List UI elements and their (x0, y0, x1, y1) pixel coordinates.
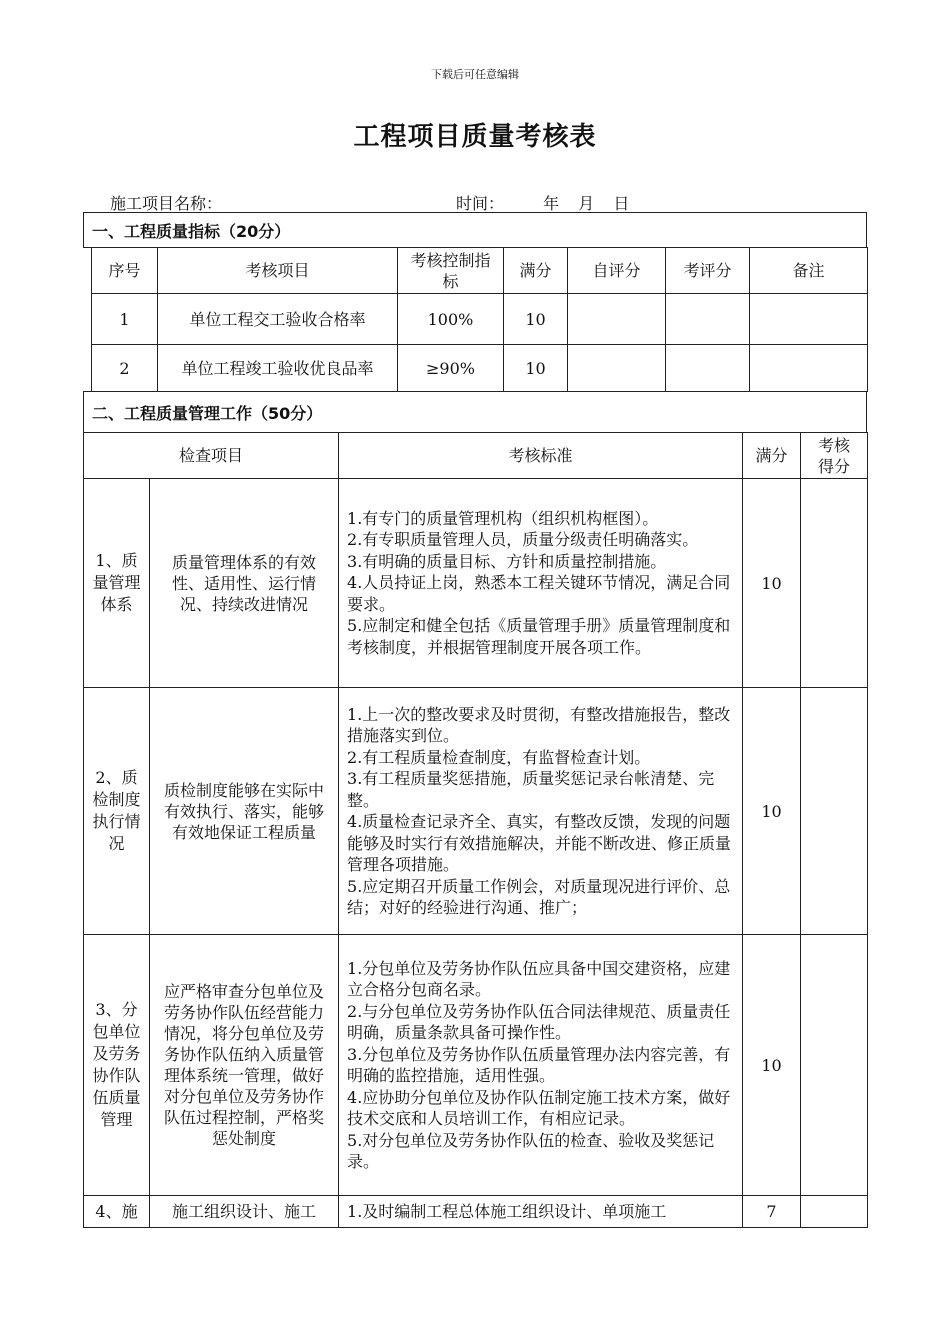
standard-item: 2.有工程质量检查制度，有监督检查计划。 (347, 747, 651, 767)
row-target: 100% (398, 294, 504, 345)
year-label: 年 (543, 194, 560, 213)
standard-item: 1.上一次的整改要求及时贯彻，有整改措施报告，整改措施落实到位。 (347, 704, 731, 745)
row-index: 2、质检制度执行情况 (84, 688, 150, 935)
table-row (84, 1196, 868, 1228)
row-remark[interactable] (750, 345, 868, 392)
standard-item: 3.有工程质量奖惩措施，质量奖惩记录台帐清楚、完整。 (347, 769, 715, 810)
time-field (456, 191, 643, 214)
quality-indicator-table (91, 247, 868, 392)
standard-item: 4.应协助分包单位及协作队伍制定施工技术方案，做好技术交底和人员培训工作，有相应记录。 (347, 1087, 731, 1128)
row-full: 10 (743, 688, 801, 935)
row-full: 10 (504, 294, 568, 345)
table-row (92, 345, 868, 392)
standard-item: 4.人员持证上岗，熟悉本工程关键环节情况，满足合同要求。 (347, 573, 731, 614)
header-item: 考核项目 (158, 248, 398, 294)
standard-item: 5.应制定和健全包括《质量管理手册》质量管理制度和考核制度，并根据管理制度开展各项工作。 (347, 616, 731, 657)
row-remark[interactable] (750, 294, 868, 345)
standard-item: 2.与分包单位及劳务协作队伍合同法律规范、质量责任明确，质量条款具备可操作性。 (347, 1001, 731, 1042)
section2-heading: 二、工程质量管理工作（50分） (83, 391, 867, 433)
month-label: 月 (578, 194, 595, 213)
row-score[interactable] (801, 479, 868, 688)
row-full: 7 (743, 1196, 801, 1228)
row-index: 3、分包单位及劳务协作队伍质量管理 (84, 935, 150, 1196)
quality-management-table (83, 432, 868, 1228)
row-no: 1 (92, 294, 158, 345)
standard-item: 1.及时编制工程总体施工组织设计、单项施工 (347, 1201, 667, 1221)
time-label: 时间： (456, 194, 505, 213)
header-standard: 考核标准 (339, 433, 743, 479)
table-row (84, 688, 868, 935)
header-target: 考核控制指标 (398, 248, 504, 294)
row-index: 4、施 (84, 1196, 150, 1228)
row-review-score[interactable] (666, 345, 750, 392)
project-name-label: 施工项目名称： (110, 194, 223, 213)
row-description: 应严格审查分包单位及劳务协作队伍经营能力情况，将分包单位及劳务协作队伍纳入质量管理体系统一管理，做好对分包单位及劳务协作队伍过程控制，严格奖惩处制度 (150, 935, 339, 1196)
row-standards (339, 688, 743, 935)
row-score[interactable] (801, 935, 868, 1196)
row-self-score[interactable] (568, 294, 666, 345)
row-description: 质量管理体系的有效性、适用性、运行情况、持续改进情况 (150, 479, 339, 688)
standard-item: 1.有专门的质量管理机构（组织机构框图）。 (347, 508, 659, 528)
header-score: 考核得分 (801, 433, 868, 479)
row-full: 10 (504, 345, 568, 392)
row-score[interactable] (801, 688, 868, 935)
page-title: 工程项目质量考核表 (353, 122, 597, 152)
row-index: 1、质量管理体系 (84, 479, 150, 688)
standard-item: 5.应定期召开质量工作例会，对质量现况进行评价、总结；对好的经验进行沟通、推广； (347, 876, 731, 917)
row-standards (339, 1196, 743, 1228)
row-item: 单位工程竣工验收优良品率 (158, 345, 398, 392)
table-row (84, 935, 868, 1196)
table-row (92, 294, 868, 345)
row-full: 10 (743, 935, 801, 1196)
table-header-row (92, 248, 868, 294)
table-row (84, 479, 868, 688)
header-self-score: 自评分 (568, 248, 666, 294)
standard-item: 2.有专职质量管理人员，质量分级责任明确落实。 (347, 530, 699, 550)
header-check-item: 检查项目 (84, 433, 339, 479)
day-label: 日 (613, 194, 630, 213)
header-no: 序号 (92, 248, 158, 294)
row-description: 质检制度能够在实际中有效执行、落实，能够有效地保证工程质量 (150, 688, 339, 935)
standard-item: 1.分包单位及劳务协作队伍应具备中国交建资格，应建立合格分包商名录。 (347, 958, 731, 999)
table-header-row (84, 433, 868, 479)
row-standards (339, 935, 743, 1196)
row-item: 单位工程交工验收合格率 (158, 294, 398, 345)
header-full: 满分 (504, 248, 568, 294)
standard-item: 3.有明确的质量目标、方针和质量控制措施。 (347, 551, 667, 571)
row-no: 2 (92, 345, 158, 392)
row-standards (339, 479, 743, 688)
standard-item: 4.质量检查记录齐全、真实，有整改反馈，发现的问题能够及时实行有效措施解决，并能不断改进、修正质量管理各项措施。 (347, 812, 732, 874)
section1-heading: 一、工程质量指标（20分） (83, 212, 867, 248)
row-self-score[interactable] (568, 345, 666, 392)
row-score[interactable] (801, 1196, 868, 1228)
header-full: 满分 (743, 433, 801, 479)
row-target: ≥90% (398, 345, 504, 392)
row-full: 10 (743, 479, 801, 688)
standard-item: 3.分包单位及劳务协作队伍质量管理办法内容完善，有明确的监控措施，适用性强。 (347, 1044, 731, 1085)
row-description: 施工组织设计、施工 (150, 1196, 339, 1228)
row-review-score[interactable] (666, 294, 750, 345)
header-review-score: 考评分 (666, 248, 750, 294)
header-remark: 备注 (750, 248, 868, 294)
standard-item: 5.对分包单位及劳务协作队伍的检查、验收及奖惩记录。 (347, 1130, 715, 1171)
watermark-text: 下载后可任意编辑 (431, 68, 519, 81)
